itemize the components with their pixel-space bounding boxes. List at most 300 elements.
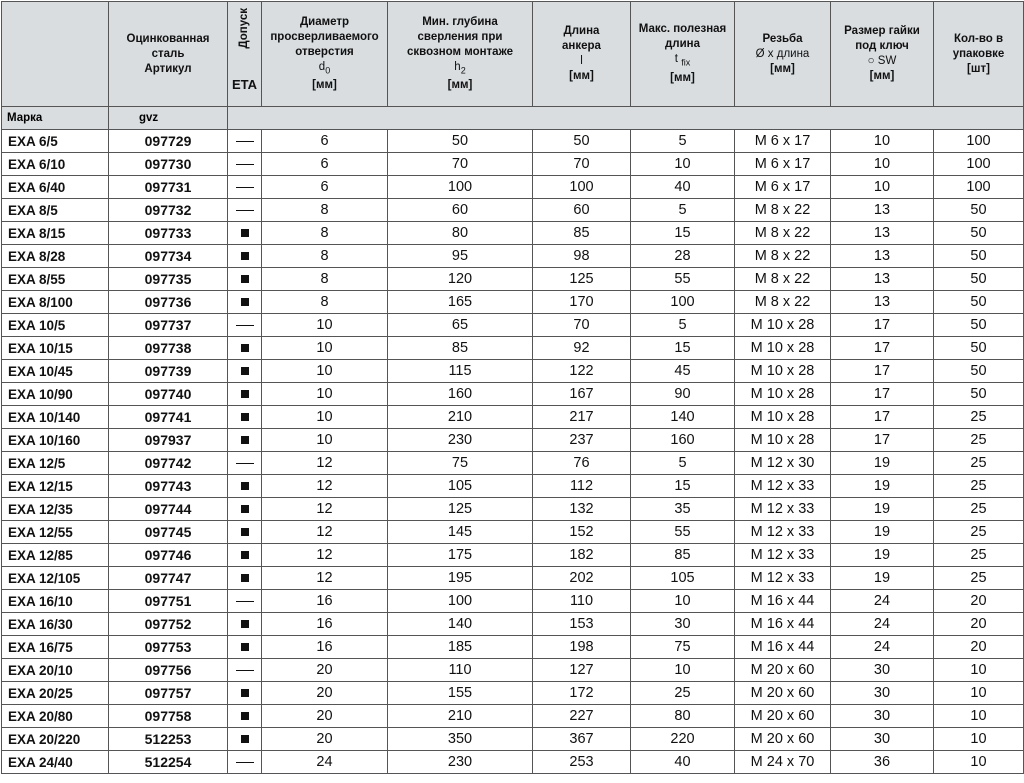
cell-eta [228, 429, 262, 452]
subheader-gvz: gvz [109, 107, 228, 130]
cell-tfix: 100 [631, 291, 735, 314]
cell-mark: EXA 12/55 [2, 521, 109, 544]
cell-d0: 20 [262, 682, 388, 705]
cell-thread: M 6 x 17 [735, 176, 831, 199]
cell-h2: 145 [388, 521, 533, 544]
cell-h2: 230 [388, 751, 533, 774]
cell-article: 097745 [109, 521, 228, 544]
table-row [2, 360, 1024, 383]
cell-d0: 8 [262, 199, 388, 222]
cell-mark: EXA 6/10 [2, 153, 109, 176]
cell-tfix: 40 [631, 751, 735, 774]
cell-article: 097744 [109, 498, 228, 521]
cell-article: 097751 [109, 590, 228, 613]
cell-mark: EXA 8/55 [2, 268, 109, 291]
cell-quantity: 25 [934, 406, 1024, 429]
header-l-symbol: l [580, 55, 583, 67]
cell-eta [228, 314, 262, 337]
subheader-fill [228, 107, 1024, 130]
cell-article: 097752 [109, 613, 228, 636]
header-sw-line-1: Размер гайки [844, 25, 920, 37]
cell-article: 512254 [109, 751, 228, 774]
cell-sw: 13 [831, 291, 934, 314]
cell-h2: 160 [388, 383, 533, 406]
eta-approved-square-icon [241, 735, 249, 743]
cell-d0: 8 [262, 268, 388, 291]
eta-none-dash-icon [236, 164, 254, 165]
cell-eta [228, 360, 262, 383]
cell-eta [228, 682, 262, 705]
cell-d0: 16 [262, 590, 388, 613]
cell-sw: 17 [831, 406, 934, 429]
header-row [2, 2, 1024, 107]
cell-article: 097753 [109, 636, 228, 659]
header-qty-line-2: упаковке [952, 47, 1005, 60]
cell-eta [228, 337, 262, 360]
cell-d0: 12 [262, 544, 388, 567]
cell-h2: 100 [388, 590, 533, 613]
cell-mark: EXA 12/35 [2, 498, 109, 521]
cell-h2: 210 [388, 406, 533, 429]
cell-h2: 185 [388, 636, 533, 659]
cell-tfix: 80 [631, 705, 735, 728]
cell-quantity: 10 [934, 659, 1024, 682]
cell-d0: 12 [262, 567, 388, 590]
table-row [2, 452, 1024, 475]
cell-eta [228, 199, 262, 222]
table-row [2, 130, 1024, 153]
cell-quantity: 25 [934, 544, 1024, 567]
cell-quantity: 20 [934, 636, 1024, 659]
cell-sw: 17 [831, 314, 934, 337]
cell-h2: 95 [388, 245, 533, 268]
header-h2-sym: h [454, 60, 461, 73]
table-row [2, 590, 1024, 613]
header-anchor-length [533, 2, 631, 107]
header-d0-sym: d [318, 60, 326, 73]
cell-thread: M 8 x 22 [735, 268, 831, 291]
cell-d0: 16 [262, 636, 388, 659]
header-h2-line-1: Мин. глубина [422, 15, 498, 28]
header-h2-sub: 2 [460, 65, 466, 76]
cell-d0: 8 [262, 291, 388, 314]
cell-quantity: 25 [934, 521, 1024, 544]
table-row [2, 544, 1024, 567]
cell-quantity: 25 [934, 429, 1024, 452]
cell-length: 76 [533, 452, 631, 475]
cell-eta [228, 544, 262, 567]
cell-h2: 140 [388, 613, 533, 636]
cell-article: 097746 [109, 544, 228, 567]
cell-thread: M 12 x 33 [735, 567, 831, 590]
cell-thread: M 24 x 70 [735, 751, 831, 774]
header-h2-symbol [388, 60, 532, 78]
cell-quantity: 10 [934, 751, 1024, 774]
cell-sw: 13 [831, 268, 934, 291]
header-drill-diameter [262, 2, 388, 107]
cell-thread: M 20 x 60 [735, 682, 831, 705]
header-tfix-line-2: длина [664, 38, 701, 51]
cell-h2: 125 [388, 498, 533, 521]
cell-length: 172 [533, 682, 631, 705]
cell-tfix: 45 [631, 360, 735, 383]
header-article-line-1: Оцинкованная [126, 32, 210, 45]
cell-h2: 120 [388, 268, 533, 291]
cell-h2: 65 [388, 314, 533, 337]
eta-approved-square-icon [241, 505, 249, 513]
cell-eta [228, 636, 262, 659]
header-qty-line-1: Кол-во в [953, 32, 1004, 45]
header-l-line-2: анкера [562, 40, 601, 52]
header-sw-unit: [мм] [869, 70, 895, 82]
cell-quantity: 50 [934, 222, 1024, 245]
table-row [2, 705, 1024, 728]
cell-eta [228, 567, 262, 590]
subheader-mark: Марка [2, 107, 109, 130]
cell-quantity: 50 [934, 337, 1024, 360]
table-row [2, 567, 1024, 590]
cell-d0: 10 [262, 314, 388, 337]
eta-approved-square-icon [241, 482, 249, 490]
header-tfix-unit: [мм] [670, 71, 695, 84]
cell-tfix: 5 [631, 314, 735, 337]
cell-thread: M 16 x 44 [735, 636, 831, 659]
eta-approved-square-icon [241, 298, 249, 306]
cell-mark: EXA 8/100 [2, 291, 109, 314]
cell-eta [228, 176, 262, 199]
eta-approved-square-icon [241, 643, 249, 651]
cell-article: 097736 [109, 291, 228, 314]
cell-sw: 17 [831, 360, 934, 383]
cell-quantity: 25 [934, 452, 1024, 475]
header-pack-quantity [934, 2, 1024, 107]
cell-sw: 24 [831, 613, 934, 636]
header-max-usable-length [631, 2, 735, 107]
table-row [2, 291, 1024, 314]
header-d0-line-1: Диаметр [299, 15, 350, 28]
cell-sw: 10 [831, 153, 934, 176]
cell-sw: 13 [831, 245, 934, 268]
cell-mark: EXA 10/45 [2, 360, 109, 383]
cell-tfix: 10 [631, 590, 735, 613]
cell-thread: M 8 x 22 [735, 199, 831, 222]
cell-mark: EXA 12/5 [2, 452, 109, 475]
cell-mark: EXA 20/80 [2, 705, 109, 728]
cell-mark: EXA 6/40 [2, 176, 109, 199]
table-row [2, 222, 1024, 245]
cell-d0: 12 [262, 521, 388, 544]
cell-mark: EXA 12/85 [2, 544, 109, 567]
cell-article: 097729 [109, 130, 228, 153]
cell-h2: 115 [388, 360, 533, 383]
table-row [2, 176, 1024, 199]
cell-h2: 70 [388, 153, 533, 176]
cell-quantity: 25 [934, 567, 1024, 590]
cell-eta [228, 222, 262, 245]
header-thread-line-1: Резьба [762, 32, 803, 45]
cell-eta [228, 498, 262, 521]
cell-mark: EXA 16/30 [2, 613, 109, 636]
cell-sw: 10 [831, 176, 934, 199]
header-thread [735, 2, 831, 107]
header-empty [2, 2, 109, 107]
cell-thread: M 8 x 22 [735, 222, 831, 245]
cell-h2: 75 [388, 452, 533, 475]
header-thread-line-2: Ø x длина [755, 47, 810, 60]
cell-thread: M 16 x 44 [735, 590, 831, 613]
eta-approved-square-icon [241, 252, 249, 260]
cell-thread: M 8 x 22 [735, 245, 831, 268]
header-tolerance [228, 2, 262, 107]
cell-tfix: 10 [631, 153, 735, 176]
cell-d0: 24 [262, 751, 388, 774]
cell-eta [228, 728, 262, 751]
cell-thread: M 10 x 28 [735, 360, 831, 383]
cell-tfix: 105 [631, 567, 735, 590]
cell-tfix: 15 [631, 475, 735, 498]
cell-tfix: 28 [631, 245, 735, 268]
cell-thread: M 10 x 28 [735, 337, 831, 360]
cell-article: 097740 [109, 383, 228, 406]
cell-article: 097730 [109, 153, 228, 176]
cell-mark: EXA 20/25 [2, 682, 109, 705]
cell-article: 097735 [109, 268, 228, 291]
eta-approved-square-icon [241, 367, 249, 375]
cell-length: 132 [533, 498, 631, 521]
cell-eta [228, 475, 262, 498]
cell-article: 097757 [109, 682, 228, 705]
cell-length: 100 [533, 176, 631, 199]
eta-none-dash-icon [236, 187, 254, 188]
cell-h2: 50 [388, 130, 533, 153]
cell-mark: EXA 12/105 [2, 567, 109, 590]
cell-sw: 19 [831, 475, 934, 498]
cell-length: 217 [533, 406, 631, 429]
subheader-row [2, 107, 1024, 130]
cell-tfix: 30 [631, 613, 735, 636]
cell-tfix: 25 [631, 682, 735, 705]
cell-mark: EXA 20/10 [2, 659, 109, 682]
cell-article: 097742 [109, 452, 228, 475]
cell-article: 097747 [109, 567, 228, 590]
cell-mark: EXA 16/75 [2, 636, 109, 659]
cell-d0: 8 [262, 245, 388, 268]
cell-eta [228, 659, 262, 682]
cell-article: 097732 [109, 199, 228, 222]
cell-thread: M 6 x 17 [735, 153, 831, 176]
cell-d0: 10 [262, 360, 388, 383]
eta-none-dash-icon [236, 601, 254, 602]
cell-eta [228, 590, 262, 613]
cell-length: 98 [533, 245, 631, 268]
cell-sw: 19 [831, 452, 934, 475]
header-h2-unit: [мм] [447, 79, 473, 92]
cell-sw: 10 [831, 130, 934, 153]
header-drill-depth [388, 2, 533, 107]
cell-h2: 165 [388, 291, 533, 314]
cell-sw: 19 [831, 544, 934, 567]
cell-length: 253 [533, 751, 631, 774]
cell-article: 512253 [109, 728, 228, 751]
cell-tfix: 75 [631, 636, 735, 659]
header-sw-line-2: под ключ [855, 40, 909, 52]
cell-h2: 110 [388, 659, 533, 682]
table-row [2, 659, 1024, 682]
cell-article: 097737 [109, 314, 228, 337]
header-tolerance-label: Допуск [238, 8, 250, 49]
header-h2-line-2: сверления при [417, 30, 503, 43]
cell-thread: M 10 x 28 [735, 383, 831, 406]
cell-length: 60 [533, 199, 631, 222]
cell-length: 127 [533, 659, 631, 682]
cell-eta [228, 452, 262, 475]
cell-quantity: 20 [934, 613, 1024, 636]
cell-d0: 6 [262, 153, 388, 176]
header-article-line-3: Артикул [144, 62, 192, 75]
cell-article: 097741 [109, 406, 228, 429]
cell-mark: EXA 8/15 [2, 222, 109, 245]
header-d0-line-2: просверливаемого [270, 30, 379, 43]
cell-eta [228, 406, 262, 429]
cell-thread: M 10 x 28 [735, 429, 831, 452]
cell-length: 70 [533, 153, 631, 176]
cell-quantity: 50 [934, 383, 1024, 406]
cell-thread: M 10 x 28 [735, 406, 831, 429]
cell-length: 85 [533, 222, 631, 245]
cell-d0: 8 [262, 222, 388, 245]
cell-tfix: 55 [631, 268, 735, 291]
header-sw-symbol: ○ SW [867, 55, 897, 67]
cell-d0: 10 [262, 383, 388, 406]
cell-thread: M 12 x 30 [735, 452, 831, 475]
eta-none-dash-icon [236, 325, 254, 326]
cell-h2: 80 [388, 222, 533, 245]
cell-article: 097758 [109, 705, 228, 728]
cell-mark: EXA 10/5 [2, 314, 109, 337]
cell-article: 097731 [109, 176, 228, 199]
cell-sw: 24 [831, 590, 934, 613]
cell-length: 50 [533, 130, 631, 153]
eta-approved-square-icon [241, 551, 249, 559]
product-table [1, 1, 1024, 774]
cell-tfix: 10 [631, 659, 735, 682]
cell-thread: M 16 x 44 [735, 613, 831, 636]
cell-thread: M 10 x 28 [735, 314, 831, 337]
cell-d0: 6 [262, 130, 388, 153]
cell-length: 125 [533, 268, 631, 291]
cell-quantity: 25 [934, 475, 1024, 498]
cell-tfix: 5 [631, 452, 735, 475]
cell-length: 367 [533, 728, 631, 751]
cell-thread: M 12 x 33 [735, 521, 831, 544]
eta-approved-square-icon [241, 436, 249, 444]
table-row [2, 337, 1024, 360]
cell-length: 92 [533, 337, 631, 360]
cell-article: 097738 [109, 337, 228, 360]
cell-sw: 17 [831, 337, 934, 360]
table-row [2, 406, 1024, 429]
cell-length: 167 [533, 383, 631, 406]
cell-mark: EXA 10/160 [2, 429, 109, 452]
cell-sw: 24 [831, 636, 934, 659]
cell-sw: 19 [831, 567, 934, 590]
cell-tfix: 15 [631, 222, 735, 245]
header-eta-label: ETA [231, 77, 258, 92]
cell-d0: 6 [262, 176, 388, 199]
cell-sw: 13 [831, 222, 934, 245]
cell-eta [228, 705, 262, 728]
cell-eta [228, 521, 262, 544]
cell-tfix: 85 [631, 544, 735, 567]
cell-sw: 17 [831, 429, 934, 452]
cell-thread: M 12 x 33 [735, 544, 831, 567]
eta-approved-square-icon [241, 574, 249, 582]
cell-length: 198 [533, 636, 631, 659]
cell-quantity: 10 [934, 682, 1024, 705]
header-qty-unit: [шт] [967, 62, 990, 75]
eta-none-dash-icon [236, 762, 254, 763]
cell-h2: 155 [388, 682, 533, 705]
cell-quantity: 50 [934, 360, 1024, 383]
header-wrench-size [831, 2, 934, 107]
table-row [2, 728, 1024, 751]
table-row [2, 682, 1024, 705]
cell-article: 097743 [109, 475, 228, 498]
cell-h2: 60 [388, 199, 533, 222]
cell-tfix: 140 [631, 406, 735, 429]
cell-sw: 30 [831, 659, 934, 682]
cell-sw: 30 [831, 705, 934, 728]
table-row [2, 268, 1024, 291]
eta-none-dash-icon [236, 141, 254, 142]
cell-d0: 20 [262, 728, 388, 751]
cell-length: 237 [533, 429, 631, 452]
cell-d0: 12 [262, 475, 388, 498]
cell-tfix: 220 [631, 728, 735, 751]
cell-tfix: 5 [631, 199, 735, 222]
cell-eta [228, 751, 262, 774]
table-row [2, 429, 1024, 452]
header-tfix-sub: fix [681, 57, 691, 68]
cell-sw: 19 [831, 498, 934, 521]
cell-d0: 10 [262, 337, 388, 360]
eta-approved-square-icon [241, 275, 249, 283]
cell-tfix: 90 [631, 383, 735, 406]
table-row [2, 383, 1024, 406]
table-row [2, 636, 1024, 659]
cell-d0: 10 [262, 406, 388, 429]
cell-sw: 36 [831, 751, 934, 774]
cell-quantity: 20 [934, 590, 1024, 613]
cell-d0: 12 [262, 498, 388, 521]
cell-d0: 20 [262, 705, 388, 728]
cell-eta [228, 613, 262, 636]
cell-length: 122 [533, 360, 631, 383]
cell-length: 152 [533, 521, 631, 544]
cell-tfix: 15 [631, 337, 735, 360]
cell-quantity: 50 [934, 291, 1024, 314]
cell-d0: 12 [262, 452, 388, 475]
cell-mark: EXA 10/90 [2, 383, 109, 406]
cell-length: 70 [533, 314, 631, 337]
header-tfix-symbol [631, 52, 734, 70]
cell-h2: 210 [388, 705, 533, 728]
eta-none-dash-icon [236, 670, 254, 671]
cell-length: 227 [533, 705, 631, 728]
header-tfix-line-1: Макс. полезная [638, 23, 727, 36]
cell-sw: 17 [831, 383, 934, 406]
header-d0-unit: [мм] [312, 79, 337, 92]
